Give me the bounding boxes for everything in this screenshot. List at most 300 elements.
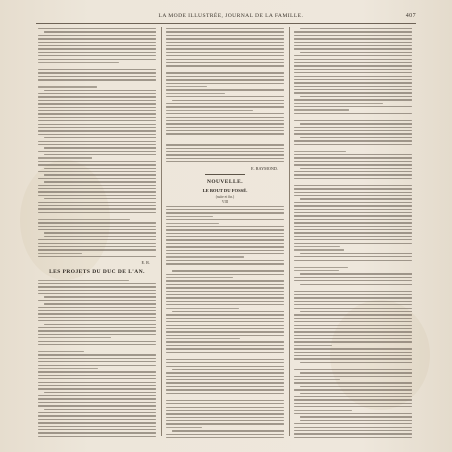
text-line	[300, 52, 412, 53]
text-line	[38, 398, 156, 399]
text-line	[38, 382, 156, 383]
text-line	[38, 388, 156, 389]
text-line	[44, 303, 156, 304]
text-line	[294, 232, 412, 233]
text-line	[44, 296, 156, 297]
column-divider	[289, 27, 290, 436]
text-line	[300, 362, 412, 363]
text-line	[294, 430, 412, 431]
text-line	[38, 253, 82, 254]
text-line	[166, 423, 284, 424]
text-line	[166, 226, 284, 227]
text-line	[38, 286, 156, 287]
text-line	[166, 420, 284, 421]
text-line	[294, 260, 412, 261]
text-line	[294, 76, 412, 77]
text-line	[166, 69, 284, 71]
text-line	[294, 116, 412, 118]
text-line	[294, 263, 412, 265]
text-line	[166, 437, 284, 438]
text-line	[166, 110, 253, 111]
text-line	[38, 402, 156, 403]
text-line	[38, 86, 97, 87]
text-line	[172, 100, 284, 101]
text-line	[294, 301, 412, 302]
text-line	[166, 386, 284, 387]
text-line	[294, 379, 340, 380]
text-line	[38, 107, 156, 108]
text-line	[294, 246, 340, 247]
text-line	[38, 185, 156, 186]
text-line	[300, 393, 412, 394]
text-line	[38, 110, 156, 111]
text-line	[44, 137, 156, 138]
text-line	[38, 69, 156, 70]
text-line	[38, 141, 156, 142]
text-line	[38, 130, 156, 131]
text-line	[166, 335, 284, 336]
text-line	[166, 133, 284, 134]
text-line	[294, 45, 412, 46]
text-line	[294, 192, 412, 193]
text-line	[166, 219, 284, 220]
text-line	[166, 42, 284, 43]
text-line	[166, 434, 284, 435]
text-line	[300, 96, 412, 97]
text-line	[294, 130, 412, 131]
text-line	[166, 243, 284, 244]
text-line	[38, 38, 156, 39]
text-line	[44, 409, 156, 410]
text-line	[38, 385, 156, 386]
text-line	[294, 331, 412, 332]
text-line	[166, 89, 284, 90]
text-line	[166, 331, 284, 332]
text-line	[294, 280, 412, 281]
text-line	[294, 157, 412, 158]
text-line	[300, 198, 412, 199]
text-line	[44, 232, 156, 233]
text-line	[38, 117, 156, 118]
text-line	[166, 38, 284, 39]
text-line	[294, 205, 412, 206]
text-line	[166, 253, 284, 254]
text-line	[166, 206, 284, 207]
text-line	[38, 412, 156, 413]
text-line	[44, 31, 156, 32]
text-line	[166, 31, 284, 32]
text-line	[166, 427, 202, 428]
text-line	[172, 270, 284, 271]
text-line	[294, 433, 412, 434]
text-line	[294, 55, 412, 56]
text-line	[38, 361, 156, 362]
text-line	[300, 253, 412, 254]
text-line	[38, 191, 156, 192]
text-line	[294, 314, 412, 315]
text-line	[166, 45, 284, 46]
text-line	[44, 174, 156, 175]
text-line	[294, 185, 412, 186]
text-line	[38, 307, 156, 308]
text-line	[172, 369, 284, 370]
text-line	[166, 280, 284, 281]
text-line	[294, 89, 412, 90]
text-line	[166, 328, 284, 329]
text-line	[294, 338, 412, 339]
text-line	[166, 267, 284, 269]
text-line	[38, 327, 156, 328]
text-line	[294, 423, 412, 424]
text-line	[38, 195, 156, 196]
text-line	[38, 144, 156, 145]
article-signature: E. RAYMOND.	[251, 165, 278, 171]
text-line	[300, 284, 412, 285]
text-line	[166, 236, 284, 237]
text-line	[294, 226, 412, 227]
text-line	[38, 62, 119, 63]
text-line	[38, 103, 156, 104]
text-line	[38, 222, 156, 223]
text-line	[294, 72, 412, 73]
text-line	[294, 399, 412, 400]
text-line	[38, 93, 156, 94]
text-line	[166, 359, 284, 360]
text-line	[38, 188, 156, 189]
text-line	[294, 239, 412, 240]
text-line	[38, 55, 156, 56]
text-line	[166, 379, 284, 380]
text-line	[38, 243, 156, 244]
text-line	[38, 246, 156, 247]
text-line	[38, 351, 84, 352]
text-line	[166, 256, 244, 257]
text-line	[38, 405, 156, 406]
text-line	[38, 422, 156, 423]
text-line	[166, 376, 284, 377]
text-line	[294, 410, 352, 411]
text-line	[294, 321, 412, 322]
text-line	[38, 65, 156, 67]
text-line	[38, 72, 156, 73]
text-line	[166, 294, 284, 295]
text-line	[166, 123, 284, 124]
text-line	[38, 151, 156, 152]
text-line	[38, 337, 111, 338]
text-line	[38, 249, 156, 250]
text-line	[38, 395, 156, 396]
text-line	[38, 283, 156, 284]
text-line	[294, 113, 412, 114]
text-line	[166, 338, 240, 339]
text-line	[294, 171, 412, 172]
text-line	[166, 246, 284, 247]
page-number: 407	[405, 13, 416, 19]
text-line	[38, 171, 156, 172]
text-line	[38, 208, 156, 209]
text-line	[38, 28, 156, 29]
text-line	[166, 304, 284, 305]
journal-title: LA MODE ILLUSTRÉE, JOURNAL DE LA FAMILLE.	[158, 13, 304, 19]
column-middle	[166, 27, 284, 438]
text-line	[294, 294, 412, 295]
text-line	[38, 178, 156, 179]
text-line	[38, 42, 156, 43]
text-line	[38, 280, 129, 281]
text-line	[294, 164, 412, 165]
text-line	[294, 219, 412, 220]
story-note: (suite et fin.)	[215, 194, 235, 199]
text-line	[294, 236, 412, 237]
text-line	[38, 161, 156, 162]
header-rule	[36, 23, 416, 24]
text-line	[44, 147, 156, 148]
text-line	[294, 144, 412, 145]
text-line	[38, 354, 156, 355]
text-line	[294, 161, 412, 162]
text-line	[38, 436, 156, 437]
text-line	[166, 72, 284, 73]
text-line	[172, 311, 284, 312]
text-line	[38, 45, 156, 46]
text-line	[44, 236, 156, 237]
text-line	[166, 93, 225, 94]
text-line	[166, 362, 284, 363]
text-line	[38, 365, 156, 366]
text-line	[38, 300, 156, 301]
text-line	[166, 65, 284, 66]
body-text-block	[166, 27, 284, 164]
text-line	[300, 28, 412, 29]
text-line	[166, 106, 284, 107]
text-line	[38, 48, 156, 49]
text-line	[38, 334, 156, 335]
text-line	[38, 83, 156, 85]
text-line	[38, 239, 156, 240]
text-line	[44, 198, 156, 199]
text-line	[300, 311, 412, 312]
text-line	[38, 375, 156, 376]
text-line	[166, 284, 284, 285]
text-line	[44, 181, 156, 182]
text-line	[38, 127, 156, 128]
text-line	[166, 308, 239, 309]
text-line	[166, 103, 284, 104]
body-text-block	[38, 278, 156, 438]
text-line	[294, 174, 412, 175]
text-line	[166, 341, 284, 342]
text-line	[294, 99, 412, 100]
text-line	[294, 297, 412, 298]
text-line	[166, 62, 284, 63]
text-line	[294, 345, 332, 346]
text-line	[38, 124, 156, 125]
text-line	[294, 328, 412, 329]
text-line	[166, 348, 284, 349]
text-line	[166, 352, 284, 353]
text-line	[38, 317, 156, 318]
text-line	[38, 293, 156, 294]
text-line	[294, 38, 412, 39]
text-line	[166, 277, 233, 278]
text-line	[300, 168, 412, 169]
text-line	[166, 372, 284, 373]
text-line	[38, 134, 156, 135]
text-line	[294, 31, 412, 32]
text-line	[166, 59, 284, 60]
text-line	[294, 389, 412, 390]
text-line	[294, 48, 412, 49]
text-line	[166, 396, 284, 398]
text-line	[166, 113, 284, 114]
text-line	[166, 355, 284, 357]
text-line	[294, 82, 412, 83]
text-line	[294, 222, 412, 223]
text-line	[294, 212, 412, 213]
text-line	[38, 426, 156, 427]
text-line	[166, 366, 284, 367]
text-line	[166, 260, 284, 261]
text-line	[294, 69, 412, 70]
text-line	[166, 400, 284, 401]
text-line	[38, 226, 156, 227]
text-line	[294, 355, 412, 356]
text-line	[294, 335, 412, 336]
text-line	[38, 290, 156, 291]
text-line	[38, 120, 156, 121]
text-line	[38, 215, 156, 217]
story-title: LE BOUT DU FOSSÉ.	[202, 187, 248, 193]
text-line	[166, 410, 284, 411]
text-line	[166, 407, 284, 408]
text-line	[166, 141, 284, 143]
text-line	[38, 79, 156, 80]
text-line	[294, 140, 412, 141]
text-line	[294, 365, 412, 367]
text-line	[294, 427, 412, 428]
text-line	[166, 216, 213, 217]
text-line	[294, 287, 412, 289]
text-line	[166, 314, 284, 315]
body-text-block	[294, 27, 412, 438]
page-header	[36, 10, 416, 22]
text-line	[38, 100, 156, 101]
text-line	[44, 324, 156, 325]
text-line	[166, 55, 284, 56]
text-line	[294, 243, 412, 244]
text-line	[38, 96, 156, 97]
text-line	[38, 432, 156, 433]
text-line	[294, 106, 412, 107]
text-line	[166, 161, 284, 162]
text-line	[38, 164, 156, 165]
text-line	[300, 137, 412, 138]
text-line	[294, 369, 412, 370]
text-line	[166, 223, 219, 224]
text-line	[294, 195, 412, 196]
text-line	[294, 215, 412, 216]
text-line	[294, 202, 412, 203]
text-line	[294, 109, 349, 110]
text-line	[294, 256, 412, 257]
text-line	[294, 92, 412, 93]
text-line	[38, 429, 156, 430]
text-line	[166, 148, 284, 149]
text-line	[38, 330, 156, 331]
text-line	[166, 130, 284, 131]
text-line	[166, 127, 284, 128]
text-line	[38, 202, 156, 203]
text-line	[166, 239, 284, 240]
text-line	[38, 347, 156, 349]
text-line	[166, 233, 284, 234]
body-text-block	[166, 205, 284, 438]
text-line	[294, 62, 412, 63]
text-line	[166, 229, 284, 230]
text-line	[38, 313, 156, 314]
text-line	[166, 117, 284, 118]
text-line	[38, 205, 156, 206]
text-line	[294, 325, 412, 326]
section-heading: NOUVELLE.	[206, 178, 244, 185]
text-line	[294, 382, 412, 383]
text-line	[166, 274, 284, 275]
text-line	[294, 396, 412, 397]
text-line	[166, 413, 284, 414]
text-line	[294, 403, 412, 404]
text-line	[300, 273, 412, 274]
text-line	[294, 308, 412, 309]
text-line	[44, 90, 156, 91]
text-line	[38, 59, 156, 60]
text-line	[166, 96, 284, 97]
text-line	[294, 188, 412, 189]
text-line	[38, 229, 156, 230]
text-line	[38, 378, 156, 379]
text-line	[294, 352, 412, 353]
text-line	[166, 389, 284, 390]
text-line	[166, 158, 284, 159]
text-line	[166, 137, 284, 139]
text-line	[38, 344, 156, 345]
text-line	[294, 277, 412, 278]
text-line	[300, 416, 412, 417]
text-line	[166, 318, 284, 319]
text-line	[172, 430, 284, 431]
text-line	[300, 386, 412, 387]
text-line	[166, 83, 284, 84]
text-line	[166, 301, 284, 302]
text-line	[166, 297, 284, 298]
text-line	[294, 358, 412, 359]
text-line	[294, 79, 412, 80]
text-line	[294, 413, 412, 414]
text-line	[294, 42, 412, 43]
text-line	[294, 318, 412, 319]
text-line	[166, 35, 284, 36]
text-line	[294, 341, 412, 342]
text-line	[294, 406, 412, 407]
text-line	[294, 147, 412, 149]
text-line	[300, 123, 412, 124]
text-line	[44, 392, 156, 393]
text-line	[294, 151, 346, 152]
text-line	[44, 154, 156, 155]
text-line	[294, 209, 412, 210]
text-line	[166, 291, 284, 292]
text-line	[166, 48, 284, 49]
text-line	[300, 420, 412, 421]
